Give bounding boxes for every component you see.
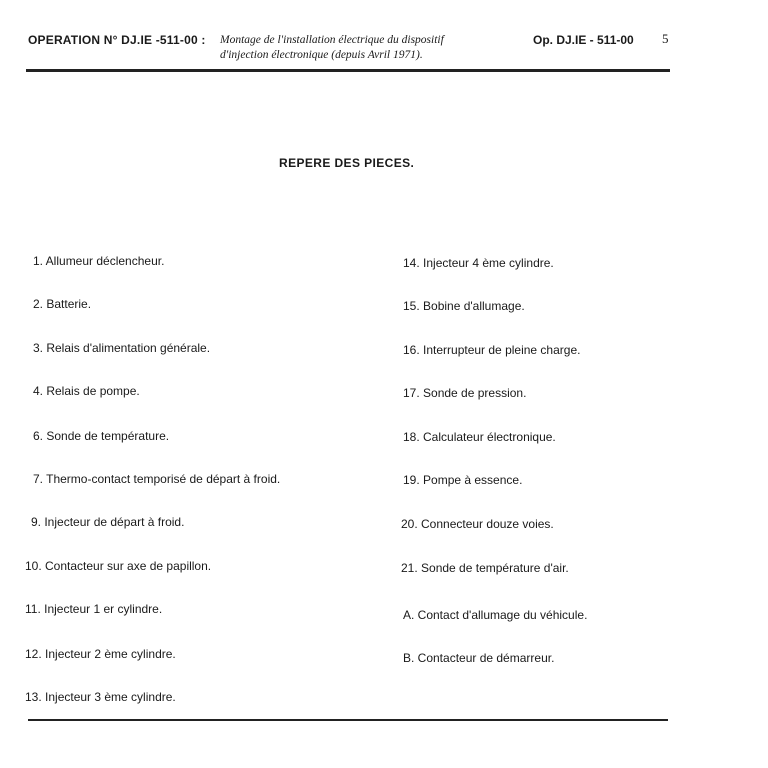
operation-number: OPERATION N° DJ.IE -511-00 :	[28, 33, 206, 47]
list-item: 3. Relais d'alimentation générale.	[33, 341, 211, 355]
list-item: B. Contacteur de démarreur.	[403, 651, 555, 665]
list-item: 18. Calculateur électronique.	[403, 430, 556, 444]
list-item: A. Contact d'allumage du véhicule.	[403, 608, 588, 622]
page-number: 5	[662, 31, 669, 46]
header-rule	[26, 69, 670, 72]
list-item: 6. Sonde de température.	[33, 429, 170, 443]
page-header	[28, 30, 673, 70]
list-item: 17. Sonde de pression.	[403, 386, 527, 400]
list-item: 15. Bobine d'allumage.	[403, 299, 525, 313]
list-item: 19. Pompe à essence.	[403, 473, 523, 487]
description-line-1: Montage de l'installation électrique du dispositif	[220, 34, 444, 46]
footer-rule	[28, 719, 668, 721]
list-item: 14. Injecteur 4 ème cylindre.	[403, 256, 554, 270]
operation-reference: Op. DJ.IE - 511-00	[533, 33, 634, 47]
list-item: 9. Injecteur de départ à froid.	[31, 515, 185, 529]
list-item: 11. Injecteur 1 er cylindre.	[25, 602, 163, 616]
list-item: 12. Injecteur 2 ème cylindre.	[25, 647, 176, 661]
list-item: 10. Contacteur sur axe de papillon.	[25, 559, 212, 573]
list-item: 16. Interrupteur de pleine charge.	[403, 343, 581, 357]
page-title: REPERE DES PIECES.	[279, 156, 415, 170]
operation-description	[220, 33, 444, 63]
list-item: 21. Sonde de température d'air.	[401, 561, 569, 575]
list-item: 4. Relais de pompe.	[33, 384, 140, 398]
list-item: 13. Injecteur 3 ème cylindre.	[25, 690, 176, 704]
list-item: 20. Connecteur douze voies.	[401, 517, 554, 531]
list-item: 1. Allumeur déclencheur.	[33, 254, 165, 268]
description-line-2: d'injection électronique (depuis Avril 1971).	[220, 49, 423, 61]
list-item: 2. Batterie.	[33, 297, 92, 311]
list-item: 7. Thermo-contact temporisé de départ à froid.	[33, 472, 281, 486]
